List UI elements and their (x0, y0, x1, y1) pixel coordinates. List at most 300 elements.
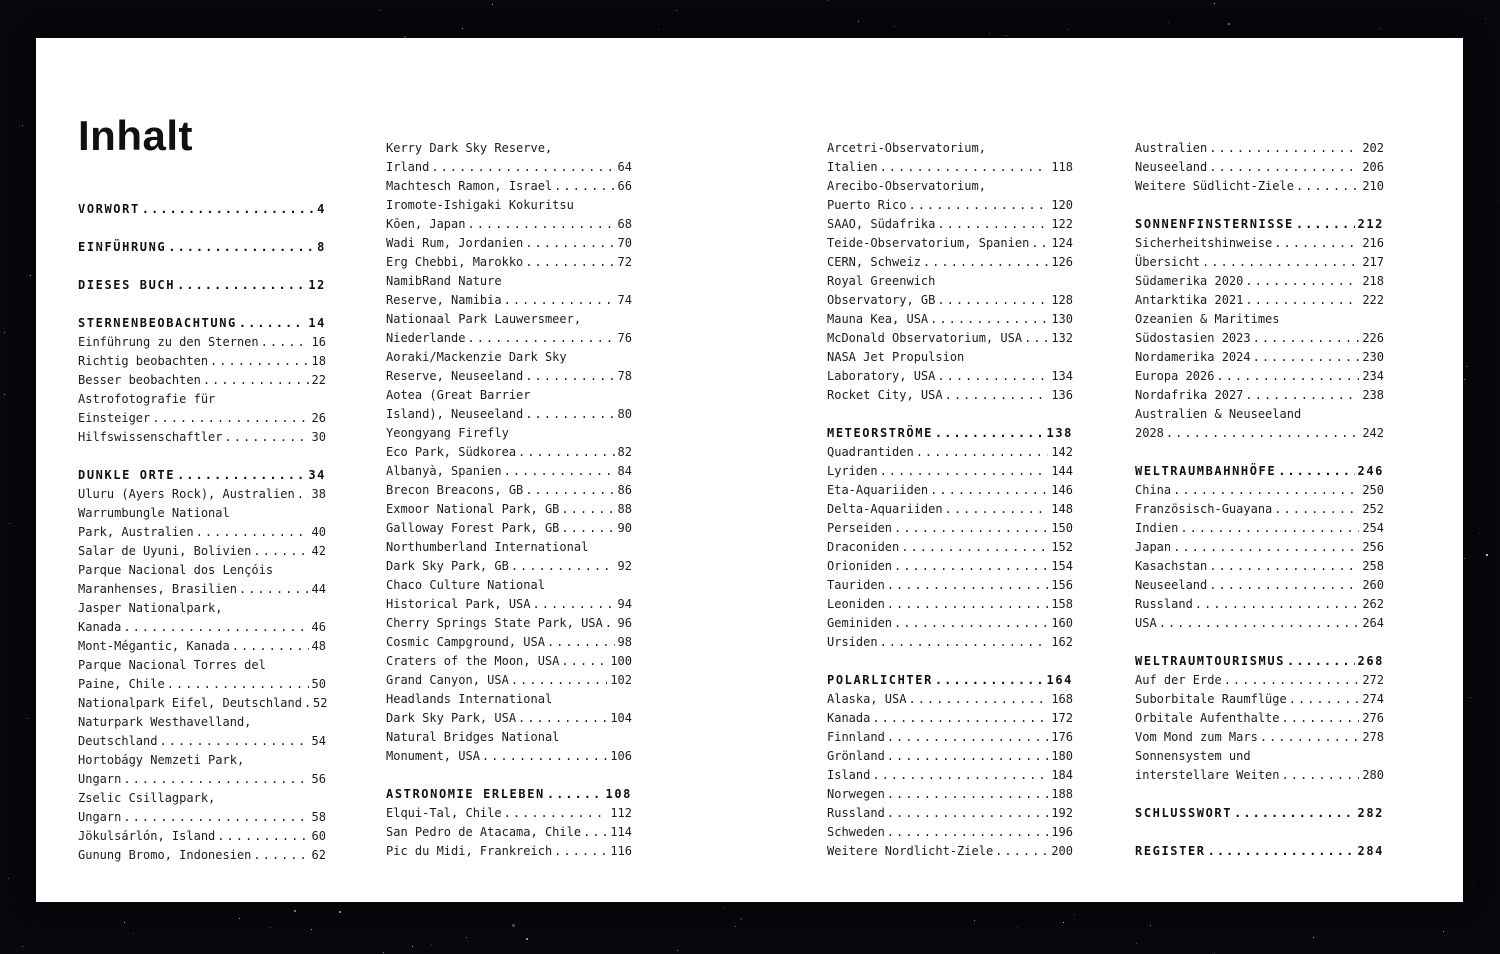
dot-leader (518, 709, 607, 728)
star (133, 933, 134, 934)
page-number: 168 (1051, 692, 1073, 706)
page-number: 66 (617, 179, 632, 193)
page-number: 196 (1051, 825, 1073, 839)
page-number: 262 (1362, 597, 1384, 611)
toc-entry-text: Arcetri-Observatorium, (827, 141, 986, 155)
toc-entry-text: Iromote-Ishigaki Kokuritsu (386, 198, 574, 212)
star (30, 275, 31, 276)
toc-line (386, 443, 632, 462)
toc-line (827, 823, 1073, 842)
toc-item (1135, 747, 1384, 785)
toc-line (827, 633, 1073, 652)
star (492, 4, 493, 5)
dot-leader (482, 747, 607, 766)
toc-line (386, 576, 632, 595)
toc-line (78, 675, 326, 694)
toc-item (1135, 538, 1384, 557)
dot-leader (935, 424, 1044, 443)
dot-leader (547, 633, 615, 652)
page-number: 152 (1051, 540, 1073, 554)
toc-line (386, 557, 632, 576)
toc-item (1135, 500, 1384, 519)
toc-line (1135, 842, 1384, 861)
toc-entry-text: Finnland (827, 730, 885, 744)
star (1472, 882, 1473, 883)
toc-item (1135, 272, 1384, 291)
toc-line (1135, 538, 1384, 557)
toc-item (386, 576, 632, 614)
toc-entry-text: NASA Jet Propulsion (827, 350, 965, 364)
dot-leader (908, 196, 1048, 215)
toc-line (827, 804, 1073, 823)
toc-line (386, 348, 632, 367)
dot-leader (1224, 671, 1360, 690)
dot-leader (561, 519, 614, 538)
toc-line (1135, 595, 1384, 614)
toc-entry-text: Machtesch Ramon, Israel (386, 179, 553, 193)
dot-leader (1253, 348, 1360, 367)
dot-leader (123, 770, 308, 789)
toc-line (827, 310, 1073, 329)
toc-line (1135, 804, 1384, 823)
toc-entry-text: Naturpark Westhavelland, (78, 715, 252, 729)
toc-line (827, 196, 1073, 215)
star (339, 911, 341, 913)
star (1464, 558, 1465, 559)
page-number: 162 (1051, 635, 1073, 649)
dot-leader (142, 200, 314, 219)
dot-leader (1260, 728, 1359, 747)
dot-leader (253, 846, 308, 865)
dot-leader (1195, 595, 1360, 614)
toc-entry-text: Quadrantiden (827, 445, 914, 459)
toc-line (386, 842, 632, 861)
page-number: 238 (1362, 388, 1384, 402)
toc-entry-text: Grand Canyon, USA (386, 673, 509, 687)
dot-leader (525, 253, 614, 272)
page-number: 142 (1051, 445, 1073, 459)
toc-item (1135, 709, 1384, 728)
dot-leader (1289, 690, 1360, 709)
dot-leader (467, 215, 614, 234)
toc-entry-text: Brecon Breacons, GB (386, 483, 524, 497)
toc-line (386, 386, 632, 405)
dot-leader (217, 827, 308, 846)
toc-line (78, 523, 326, 542)
toc-item (1135, 139, 1384, 158)
toc-item (827, 842, 1073, 861)
toc-entry-text: Suborbitale Raumflüge (1135, 692, 1287, 706)
page-number: 264 (1362, 616, 1384, 630)
toc-item (827, 177, 1073, 215)
dot-leader (123, 618, 308, 637)
page-number: 217 (1362, 255, 1384, 269)
dot-leader (561, 500, 614, 519)
page-number: 230 (1362, 350, 1384, 364)
page-number: 268 (1357, 654, 1384, 668)
page-number: 132 (1051, 331, 1073, 345)
page-number: 44 (311, 582, 326, 596)
toc-item (386, 462, 632, 481)
page-number: 282 (1357, 806, 1384, 820)
toc-item (827, 310, 1073, 329)
toc-entry-text: SCHLUSSWORT (1135, 806, 1233, 820)
toc-entry-text: Einführung zu den Sternen (78, 335, 259, 349)
toc-line (386, 614, 632, 633)
toc-line (1135, 576, 1384, 595)
toc-entry-text: Hilfswissenschaftler (78, 430, 223, 444)
toc-item (1135, 253, 1384, 272)
toc-entry-text: Northumberland International (386, 540, 589, 554)
star (677, 950, 678, 951)
toc-line (386, 823, 632, 842)
dot-leader (1296, 215, 1355, 234)
dot-leader (547, 785, 603, 804)
page-number: 78 (617, 369, 632, 383)
page-number: 52 (312, 696, 328, 710)
toc-line (1135, 234, 1384, 253)
toc-item (827, 253, 1073, 272)
page-number: 256 (1362, 540, 1384, 554)
toc-entry-text: Kanada (78, 620, 122, 634)
toc-entry-text: Sonnensystem und (1135, 749, 1251, 763)
toc-entry-text: Irland (386, 160, 430, 174)
toc-item (1135, 177, 1384, 196)
toc-line (827, 234, 1073, 253)
toc-entry-text: Zselic Csillagpark, (78, 791, 216, 805)
page-number: 62 (311, 848, 326, 862)
page-number: 212 (1357, 217, 1384, 231)
toc-entry-text: Royal Greenwich (827, 274, 936, 288)
toc-entry-text: Salar de Uyuni, Bolivien (78, 544, 252, 558)
toc-line (386, 481, 632, 500)
toc-item (827, 709, 1073, 728)
toc-entry-text: San Pedro de Atacama, Chile (386, 825, 582, 839)
page-number: 274 (1362, 692, 1384, 706)
toc-entry-text: Rocket City, USA (827, 388, 943, 402)
star (9, 523, 10, 524)
dot-leader (887, 747, 1049, 766)
toc-entry-text: Leoniden (827, 597, 885, 611)
toc-entry-text: Galloway Forest Park, GB (386, 521, 560, 535)
page-number: 38 (311, 487, 326, 501)
toc-entry-text: Kanada (827, 711, 871, 725)
dot-leader (945, 500, 1049, 519)
toc-item (386, 177, 632, 196)
star (294, 910, 296, 912)
toc-line (78, 485, 326, 504)
toc-item (1135, 367, 1384, 386)
toc-item (1135, 386, 1384, 405)
toc-line (1135, 348, 1384, 367)
toc-heading (386, 785, 632, 804)
page-number: 164 (1046, 673, 1073, 687)
page-number: 144 (1051, 464, 1073, 478)
page-number: 56 (311, 772, 326, 786)
page-number: 188 (1051, 787, 1073, 801)
toc-entry-text: NamibRand Nature (386, 274, 502, 288)
page-number: 40 (311, 525, 326, 539)
toc-line (827, 177, 1073, 196)
toc-line (1135, 557, 1384, 576)
dot-leader (1274, 500, 1359, 519)
star (1228, 23, 1230, 25)
toc-item (827, 500, 1073, 519)
page-number: 84 (617, 464, 632, 478)
toc-line (386, 538, 632, 557)
toc-item (78, 390, 326, 428)
toc-line (827, 443, 1073, 462)
dot-leader (504, 804, 608, 823)
page-number: 50 (311, 677, 326, 691)
page-number: 284 (1357, 844, 1384, 858)
page-number: 146 (1051, 483, 1073, 497)
page-number: 216 (1362, 236, 1384, 250)
toc-item (78, 428, 326, 447)
toc-line (827, 747, 1073, 766)
page-number: 136 (1051, 388, 1073, 402)
toc-line (827, 557, 1073, 576)
toc-line (827, 690, 1073, 709)
toc-entry-text: Kerry Dark Sky Reserve, (386, 141, 553, 155)
toc-entry-text: Übersicht (1135, 255, 1201, 269)
toc-entry-text: Hortobágy Nemzeti Park, (78, 753, 245, 767)
toc-entry-text: ASTRONOMIE ERLEBEN (386, 787, 545, 801)
toc-item (1135, 481, 1384, 500)
toc-item (1135, 557, 1384, 576)
toc-line (827, 842, 1073, 861)
page-number: 30 (311, 430, 326, 444)
toc-line (78, 542, 326, 561)
toc-entry-text: Laboratory, USA (827, 369, 936, 383)
toc-entry-text: EINFÜHRUNG (78, 240, 167, 254)
page-number: 72 (617, 255, 632, 269)
dot-leader (937, 215, 1048, 234)
toc-item (827, 728, 1073, 747)
page-number: 134 (1051, 369, 1073, 383)
star (431, 944, 432, 945)
toc-entry-text: Deutschland (78, 734, 158, 748)
star (1068, 29, 1069, 30)
toc-line (1135, 253, 1384, 272)
dot-leader (504, 462, 615, 481)
dot-leader (431, 158, 614, 177)
toc-item (78, 846, 326, 865)
toc-entry-text: Island (827, 768, 871, 782)
toc-item (386, 519, 632, 538)
toc-line (386, 253, 632, 272)
toc-item (386, 690, 632, 728)
toc-item (827, 538, 1073, 557)
page-number: 124 (1051, 236, 1073, 250)
toc-line (1135, 519, 1384, 538)
star (724, 908, 725, 909)
page-number: 280 (1362, 768, 1384, 782)
toc-line (386, 500, 632, 519)
toc-line (386, 785, 632, 804)
toc-entry-text: Alaska, USA (827, 692, 907, 706)
toc-entry-text: Weitere Nordlicht-Ziele (827, 844, 994, 858)
dot-leader (167, 675, 309, 694)
toc-entry-text: Kōen, Japan (386, 217, 466, 231)
dot-leader (525, 481, 614, 500)
toc-line (1135, 272, 1384, 291)
toc-entry-text: Grönland (827, 749, 885, 763)
toc-item (827, 766, 1073, 785)
page-number: 58 (311, 810, 326, 824)
dot-leader (177, 276, 305, 295)
toc-entry-text: Reserve, Neuseeland (386, 369, 524, 383)
dot-leader (901, 538, 1048, 557)
toc-entry-text: Nationalpark Eifel, Deutschland (78, 696, 302, 710)
toc-line (78, 561, 326, 580)
page-number: 130 (1051, 312, 1073, 326)
star (22, 125, 23, 126)
toc-heading (1135, 462, 1384, 481)
toc-entry-text: WELTRAUMTOURISMUS (1135, 654, 1286, 668)
toc-line (827, 481, 1073, 500)
dot-leader (1282, 709, 1360, 728)
toc-item (1135, 348, 1384, 367)
toc-item (1135, 595, 1384, 614)
toc-entry-text: Mont-Mégantic, Kanada (78, 639, 230, 653)
toc-item (1135, 576, 1384, 595)
toc-item (827, 139, 1073, 177)
toc-item (78, 713, 326, 751)
toc-line (78, 694, 326, 713)
toc-item (78, 542, 326, 561)
dot-leader (525, 405, 614, 424)
toc-column-1 (78, 200, 326, 865)
toc-item (1135, 519, 1384, 538)
toc-line (1135, 177, 1384, 196)
toc-line (827, 272, 1073, 291)
dot-leader (525, 234, 614, 253)
toc-entry-text: Island), Neuseeland (386, 407, 524, 421)
dot-leader (159, 732, 308, 751)
star (894, 26, 895, 27)
page-number: 42 (311, 544, 326, 558)
star (1485, 18, 1486, 19)
toc-line (1135, 481, 1384, 500)
toc-entry-text: Albanyà, Spanien (386, 464, 502, 478)
toc-line (1135, 291, 1384, 310)
page-number: 278 (1362, 730, 1384, 744)
page-number: 116 (610, 844, 632, 858)
star (526, 938, 528, 940)
dot-leader (923, 253, 1048, 272)
page-number: 260 (1362, 578, 1384, 592)
dot-leader (894, 614, 1048, 633)
toc-entry-text: DIESES BUCH (78, 278, 176, 292)
toc-line (827, 766, 1073, 785)
toc-line (1135, 215, 1384, 234)
dot-leader (945, 386, 1049, 405)
toc-entry-text: Yeongyang Firefly (386, 426, 509, 440)
dot-leader (1024, 329, 1048, 348)
dot-leader (533, 595, 615, 614)
toc-line (827, 500, 1073, 519)
dot-leader (203, 371, 309, 390)
toc-item (386, 500, 632, 519)
star (989, 33, 990, 34)
star (1150, 925, 1151, 926)
toc-item (827, 557, 1073, 576)
toc-line (386, 747, 632, 766)
toc-heading (78, 314, 326, 333)
dot-leader (1278, 462, 1354, 481)
toc-line (827, 367, 1073, 386)
toc-line (386, 234, 632, 253)
toc-entry-text: Warrumbungle National (78, 506, 230, 520)
toc-entry-text: Lyriden (827, 464, 878, 478)
toc-line (386, 272, 632, 291)
dot-leader (1274, 234, 1359, 253)
toc-entry-text: Eta-Aquariiden (827, 483, 929, 497)
toc-entry-text: Russland (827, 806, 885, 820)
toc-item (78, 656, 326, 694)
toc-entry-text: Niederlande (386, 331, 466, 345)
dot-leader (880, 633, 1049, 652)
toc-line (386, 462, 632, 481)
star (858, 21, 859, 22)
dot-leader (561, 652, 607, 671)
dot-leader (1245, 272, 1359, 291)
dot-leader (583, 823, 607, 842)
dot-leader (1180, 519, 1359, 538)
page-number: 222 (1362, 293, 1384, 307)
dot-leader (1253, 329, 1360, 348)
toc-line (78, 770, 326, 789)
toc-entry-text: Sicherheitshinweise (1135, 236, 1273, 250)
page-number: 254 (1362, 521, 1384, 535)
dot-leader (937, 291, 1048, 310)
dot-leader (1282, 766, 1360, 785)
page-number: 176 (1051, 730, 1073, 744)
dot-leader (225, 428, 309, 447)
toc-heading (78, 238, 326, 257)
toc-entry-text: Ursiden (827, 635, 878, 649)
toc-item (827, 823, 1073, 842)
star (466, 937, 467, 938)
toc-entry-text: REGISTER (1135, 844, 1206, 858)
toc-entry-text: USA (1135, 616, 1157, 630)
page-number: 98 (617, 635, 632, 649)
page-number: 8 (317, 240, 326, 254)
star (270, 927, 271, 928)
toc-item (1135, 671, 1384, 690)
toc-column-3 (827, 139, 1073, 861)
page-number: 122 (1051, 217, 1073, 231)
toc-item (78, 599, 326, 637)
toc-entry-text: Orioniden (827, 559, 893, 573)
dot-leader (554, 177, 614, 196)
dot-leader (1245, 291, 1359, 310)
toc-item (386, 253, 632, 272)
toc-entry-text: Australien (1135, 141, 1208, 155)
page-number: 156 (1051, 578, 1073, 592)
toc-line (827, 728, 1073, 747)
toc-entry-text: Vom Mond zum Mars (1135, 730, 1258, 744)
toc-entry-text: Neuseeland (1135, 160, 1208, 174)
page-number: 104 (610, 711, 632, 725)
toc-entry-text: Craters of the Moon, USA (386, 654, 560, 668)
toc-entry-text: Dark Sky Park, USA (386, 711, 517, 725)
toc-line (78, 466, 326, 485)
toc-entry-text: Wadi Rum, Jordanien (386, 236, 524, 250)
toc-item (827, 804, 1073, 823)
star (1214, 3, 1215, 4)
